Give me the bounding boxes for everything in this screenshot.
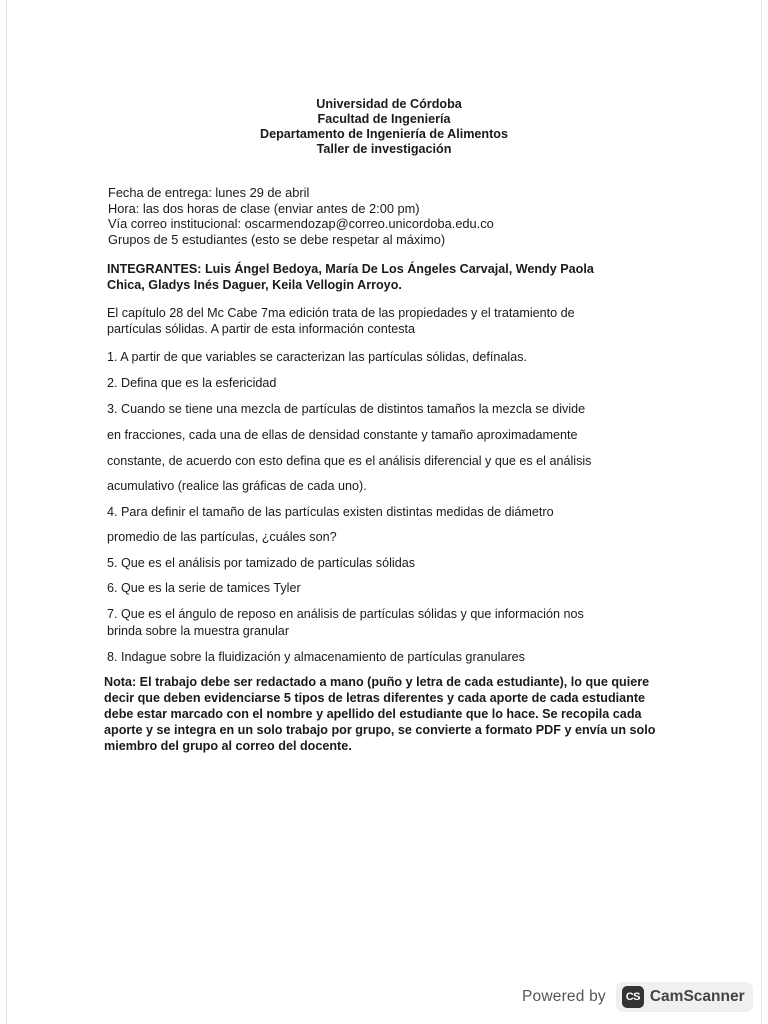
assignment-info [108, 185, 668, 247]
question-5: 5. Que es el análisis por tamizado de partículas sólidas [107, 556, 416, 570]
note-line-2: decir que deben evidenciarse 5 tipos de letras diferentes y cada aporte de cada estudiante [104, 691, 646, 705]
workshop-title: Taller de investigación [316, 142, 452, 156]
camscanner-brand: CamScanner [649, 988, 745, 1005]
faculty-title: Facultad de Ingeniería [317, 112, 451, 126]
question-3-line-4: acumulativo (realice las gráficas de cada uno). [107, 479, 367, 493]
question-7-line-2: brinda sobre la muestra granular [107, 624, 290, 638]
department-title: Departamento de Ingeniería de Alimentos [260, 127, 508, 141]
note-line-3: debe estar marcado con el nombre y apellido del estudiante que lo hace. Se recopila cada [104, 707, 642, 721]
group-members-line-1: INTEGRANTES: Luis Ángel Bedoya, María De Los Ángeles Carvajal, Wendy Paola [107, 262, 594, 276]
group-size: Grupos de 5 estudiantes (esto se debe respetar al máximo) [108, 231, 446, 247]
submission-email: Vía correo institucional: oscarmendozap@correo.unicordoba.edu.co [108, 216, 494, 231]
intro-paragraph [107, 306, 627, 337]
question-3-line-2: en fracciones, cada una de ellas de densidad constante y tamaño aproximadamente [107, 428, 578, 442]
group-members-line-2: Chica, Gladys Inés Daguer, Keila Vellogin Arroyo. [107, 277, 402, 292]
note-paragraph [104, 674, 664, 754]
question-4-line-2: promedio de las partículas, ¿cuáles son? [107, 530, 337, 544]
intro-line-1: El capítulo 28 del Mc Cabe 7ma edición trata de las propiedades y el tratamiento de [107, 306, 575, 320]
question-4-line-1: 4. Para definir el tamaño de las partículas existen distintas medidas de diámetro [107, 505, 554, 519]
question-6: 6. Que es la serie de tamices Tyler [107, 581, 301, 595]
group-members [107, 262, 652, 293]
document-header [0, 97, 768, 157]
question-3-line-1: 3. Cuando se tiene una mezcla de partículas de distintos tamaños la mezcla se divide [107, 402, 586, 416]
intro-line-2: partículas sólidas. A partir de esta información contesta [107, 321, 416, 336]
note-label: Nota: [104, 675, 137, 689]
question-3-line-3: constante, de acuerdo con esto defina que es el análisis diferencial y que es el análisis [107, 454, 592, 468]
note-line-1 [104, 674, 664, 690]
question-2: 2. Defina que es la esfericidad [107, 376, 277, 390]
note-line-1-text: El trabajo debe ser redactado a mano (puño y letra de cada estudiante), lo que quiere [136, 675, 650, 689]
note-line-4: aporte y se integra en un solo trabajo por grupo, se convierte a formato PDF y envía un solo [104, 723, 656, 737]
due-date: Fecha de entrega: lunes 29 de abril [108, 185, 310, 200]
question-1: 1. A partir de que variables se caracterizan las partículas sólidas, defínalas. [107, 350, 528, 364]
question-7-line-1: 7. Que es el ángulo de reposo en análisis de partículas sólidas y que información nos [107, 607, 584, 621]
powered-by-text: Powered by [522, 988, 606, 1005]
camscanner-watermark [522, 982, 753, 1012]
question-8: 8. Indague sobre la fluidización y almacenamiento de partículas granulares [107, 650, 525, 664]
camscanner-logo-icon: CS [622, 986, 644, 1008]
university-title: Universidad de Córdoba [316, 97, 462, 111]
submission-time: Hora: las dos horas de clase (enviar antes de 2:00 pm) [108, 200, 420, 216]
note-line-5: miembro del grupo al correo del docente. [104, 739, 352, 753]
camscanner-badge [616, 982, 753, 1012]
